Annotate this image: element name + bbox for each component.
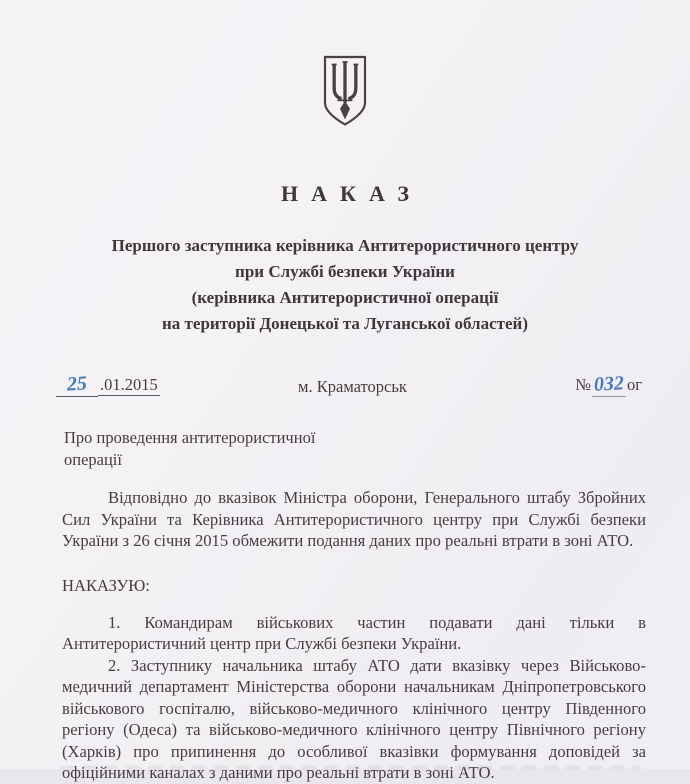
issuer-block xyxy=(0,233,690,337)
handwritten-day: 25 xyxy=(66,372,88,396)
ukraine-trident-emblem xyxy=(0,0,690,135)
subject-line: Про проведення антитерористичної xyxy=(64,428,316,447)
issuer-line: (керівника Антитерористичної операції xyxy=(191,288,499,307)
date-field xyxy=(56,373,160,397)
subject-block xyxy=(64,427,690,471)
document-title: НАКАЗ xyxy=(281,181,422,206)
number-suffix: ог xyxy=(626,375,642,394)
issuer-line: Першого заступника керівника Антитерористичного центру xyxy=(111,236,579,255)
order-item-1: 1. Командирам військових частин подавати дані тільки в Антитерористичний центр при Службі безпеки України. xyxy=(62,612,646,653)
issuer-line: на території Донецької та Луганської областей) xyxy=(162,314,528,333)
number-sign: № xyxy=(575,375,591,394)
order-item-2: 2. Заступнику начальника штабу АТО дати вказівку через Військово-медичний департамент Міністерства оборони начальникам Дніпропетровського військового госпіталю, військово-медичного клінічного центру Південного регіону (Одеса) та військово-медичного клінічного центру Північного регіону (Харків) про припинення до особливої вказівки формування доповідей за офіційними каналах з даними про реальні втрати в зоні АТО. xyxy=(62,655,646,782)
meta-row xyxy=(56,373,642,397)
place-field: м. Краматорськ xyxy=(298,377,407,396)
intro-paragraph: Відповідно до вказівок Міністра оборони, Генерального штабу Збройних Сил України та Керівника Антитерористичного центру при Службі безпеки України з 26 січня 2015 обмежити подання даних про реальні втрати в зоні АТО. xyxy=(62,488,646,550)
handwritten-number: 032 xyxy=(593,372,625,396)
order-keyword: НАКАЗУЮ: xyxy=(62,575,150,595)
subject-line: операції xyxy=(64,450,122,469)
number-field xyxy=(575,373,642,397)
issuer-line: при Службі безпеки України xyxy=(235,262,455,281)
printed-date: .01.2015 xyxy=(100,375,158,394)
